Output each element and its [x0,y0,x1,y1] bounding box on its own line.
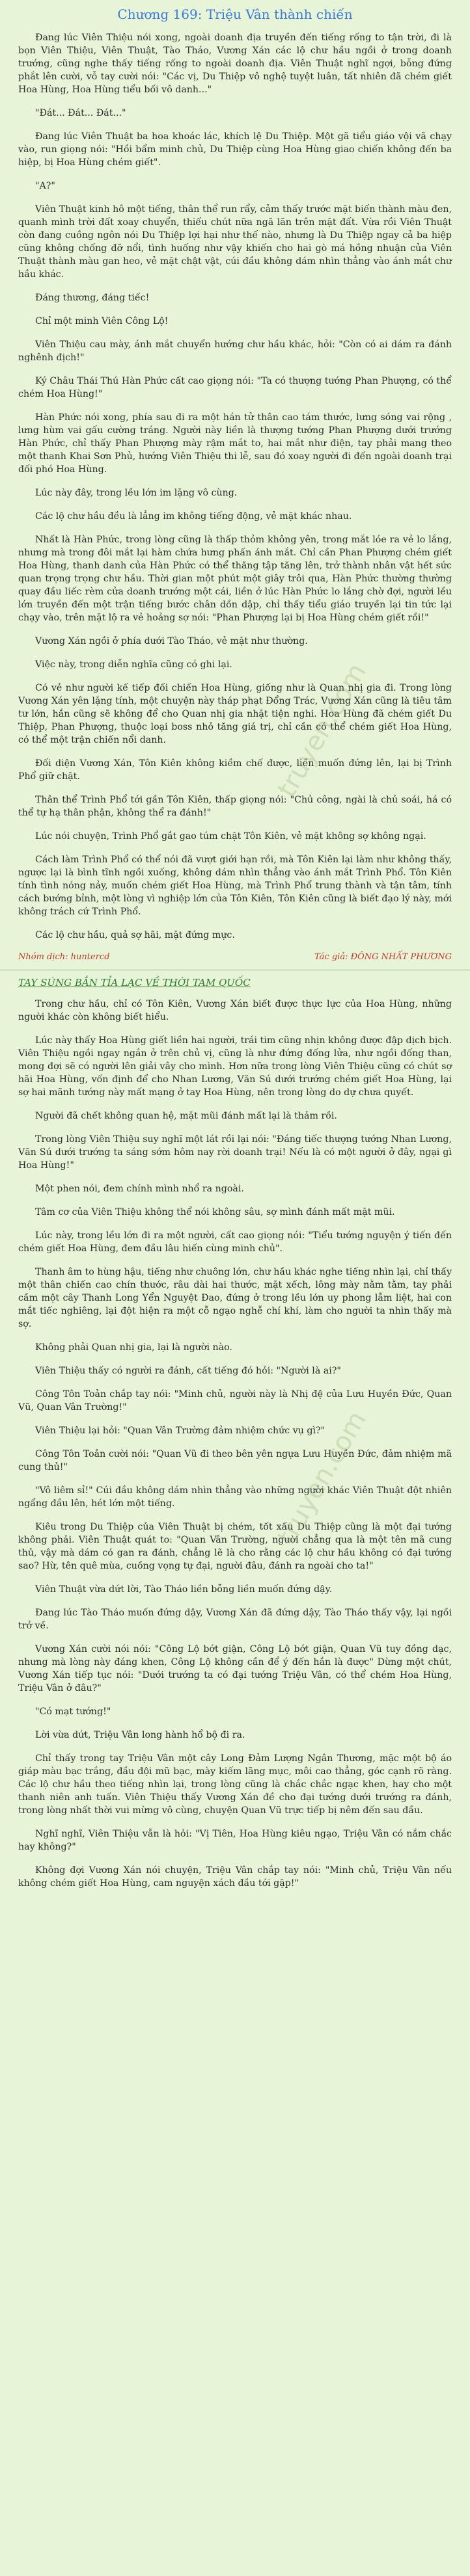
paragraph: Không đợi Vương Xán nói chuyện, Triệu Vân chắp tay nói: "Minh chủ, Triệu Vân nếu không chém giết Hoa Hùng, cam nguyện xách đầu tới gặp!" [18,1865,452,1889]
paragraph: Ký Châu Thái Thú Hàn Phức cất cao giọng nói: "Ta có thượng tướng Phan Phượng, có thể chém Hoa Hùng!" [18,376,452,399]
credits-line [18,952,452,962]
paragraph: Thanh âm to hùng hậu, tiếng như chuông lớn, chư hầu khác nghe tiếng nhìn lại, chỉ thấy một thân chiến cao chín thước, râu dài hai thước, mặt xếch, lông mày nằm tằm, tay phải cầm một cây Thanh Long Yển Nguyệt Đao, đứng ở trong lều lớn uy phong lẫm liệt, hai con mắt tiếc nghiêng, lại đột hiện ra một cỗ ngạo nghễ chí khí, làm cho người ta nhìn thấy mà sợ. [18,1267,452,1329]
translator-credit: Nhóm dịch: huntercd [18,952,110,962]
paragraph: Hàn Phức nói xong, phía sau đi ra một hán tử thân cao tám thước, lưng sóng vai rộng , lưng hùm vai gấu cường tráng. Người này liền là thượng tướng Phan Phượng dưới trướng Hàn Phức, chỉ thấy Phan Phượng mày rậm mắt to, hai mắt như điện, tay phải mang theo một thanh Khai Sơn Phủ, hướng Viên Thiệu thi lễ, sau đó xoay người đi đến ngoài doanh trại đối phó Hoa Hùng. [18,412,452,475]
paragraph: Viên Thuật kinh hô một tiếng, thân thể run rẩy, cảm thấy trước mặt biến thành màu đen, quanh mình trời đất xoay chuyển, thiếu chút nữa ngã lăn trên mặt đất. Vừa rồi Viên Thuật còn đang cuồng ngôn nói Du Thiệp lợi hại như thế nào, nhưng là Du Thiệp ngay cả ba hiệp cũng không chống đỡ nổi, tình huống như vậy khiến cho hai gò má hồng nhuận của Viên Thuật thành màu gan heo, vẻ mặt chật vật, cúi đầu không dám nhìn thẳng vào ánh mắt chư hầu khác. [18,204,452,280]
book-title-link[interactable]: TAY SÚNG BẮN TỈA LẠC VỀ THỜI TAM QUỐC [18,977,251,989]
paragraph: Lúc này, trong lều lớn đi ra một người, cất cao giọng nói: "Tiểu tướng nguyện ý tiến đến chém giết Hoa Hùng, đem đầu lâu hiến cùng minh chủ". [18,1230,452,1254]
paragraph: Công Tôn Toản cười nói: "Quan Vũ đi theo bên yên ngựa Lưu Huyền Đức, đảm nhiệm mã cung thủ!" [18,1449,452,1472]
paragraph: Tâm cơ của Viên Thiệu không thể nói không sâu, sợ mình đánh mất mặt mũi. [35,1207,395,1217]
paragraph: Một phen nói, đem chính mình nhổ ra ngoài. [35,1184,244,1194]
paragraph: Đáng thương, đáng tiếc! [35,293,150,303]
paragraph: Không phải Quan nhị gia, lại là người nào. [35,1342,232,1353]
paragraph: Công Tôn Toản chắp tay nói: "Minh chủ, người này là Nhị đệ của Lưu Huyền Đức, Quan Vũ, Quan Vân Trường!" [18,1389,452,1413]
paragraph: Người đã chết không quan hệ, mặt mũi đánh mất lại là thảm rồi. [35,1111,337,1121]
paragraph: Cách làm Trình Phổ có thể nói đã vượt giới hạn rồi, mà Tôn Kiên lại làm như không thấy, ngược lại là bình tĩnh ngồi xuống, không dám nhìn thẳng vào ánh mắt Trình Phổ. Tôn Kiên tính tình nóng nảy, muốn chém giết Hoa Hùng, mà Trình Phổ trung thành và tận tâm, tính cách bướng bỉnh, một lòng vì nghiệp lớn của Tôn Kiên, Tôn Kiên cũng là biết đạo lý này, mới không trách cứ Trình Phổ. [18,855,452,917]
paragraph: Lúc này đây, trong lều lớn im lặng vô cùng. [35,488,238,498]
paragraph: Vương Xán cười nói nói: "Công Lộ bớt giận, Công Lộ bớt giận, Quan Vũ tuy đồng dạc, nhưng mà lòng này đáng khen, Công Lộ không cần để ý đến hắn là được" Dừng một chút, Vương Xán tiếp tục nói: "Dưới trướng ta có đại tướng Triệu Vân, có thể chém Hoa Hùng, Triệu Vân ở đâu?" [18,1644,452,1693]
paragraph: Các lộ chư hầu đều là lẳng im không tiếng động, vẻ mặt khác nhau. [35,511,352,522]
paragraph: Các lộ chư hầu, quả sợ hãi, mặt đứng mực. [35,930,235,940]
chapter-body-part2 [18,998,452,1890]
paragraph: Chỉ thấy trong tay Triệu Vân một cây Long Đảm Lượng Ngân Thương, mặc một bộ áo giáp màu bạc trắng, đầu đội mũ bạc, mày kiếm lãng mục, môi cao thẳng, góc cạnh rõ ràng. Các lộ chư hầu theo tiếng nhìn lại, trong lòng cũng là chắc chắc ngạc khen, hay cho một thanh niên anh tuấn. Viên Thiệu thấy Vương Xán đề cho đại tướng dưới trướng ra đánh, trong lòng nhất thời vui mừng vô cùng, chuyện Quan Vũ trực tiếp bị nêm đến sau đầu. [18,1753,452,1816]
chapter-body-part1 [18,31,452,942]
paragraph: Lúc nói chuyện, Trình Phổ gắt gao túm chặt Tôn Kiên, vẻ mặt không sợ không ngại. [35,831,426,842]
watermark: truyen.com [271,1406,372,1550]
paragraph: Lúc này thấy Hoa Hùng giết liền hai người, trái tim cũng nhịn không được đập dịch bịch. Viên Thiệu ngồi ngay ngắn ở trên chủ vị, cũng là như đứng đống lửa, như ngồi đống than, mong đợi sẽ có người lên giải vây cho mình. Hơn nữa trong lòng Viên Thiệu cũng có chút sợ hãi Hoa Hùng, vốn định để cho Nhan Lương, Văn Sú dưới trướng chém giết Hoa Hùng, lại sợ hai mãnh tướng này mất mạng ở tay Hoa Hùng, nên trong lòng do dự chưa quyết. [18,1035,452,1098]
paragraph: Vương Xán ngồi ở phía dưới Tào Tháo, vẻ mặt như thường. [35,636,308,646]
watermark: truyen.com [271,658,372,803]
paragraph: "Đát... Đát... Đát..." [35,108,126,118]
paragraph: "A?" [35,181,55,191]
paragraph: Đang lúc Tào Tháo muốn đứng dậy, Vương Xán đã đứng dậy, Tào Tháo thấy vậy, lại ngồi trở về. [18,1608,452,1631]
paragraph: "Vô liêm sỉ!" Cúi đầu không dám nhìn thẳng vào những người khác Viên Thuật đột nhiên ngẩng đầu lên, hét lớn một tiếng. [18,1485,452,1509]
paragraph: Lời vừa dứt, Triệu Vân long hành hổ bộ đi ra. [35,1730,245,1740]
paragraph: Thân thể Trình Phổ tới gần Tôn Kiên, thấp giọng nói: "Chủ công, ngài là chủ soái, há có thể tự hạ thân phận, không thể ra đánh!" [18,795,452,818]
paragraph: Viên Thiệu thấy có người ra đánh, cất tiếng đó hỏi: "Người là ai?" [35,1366,341,1376]
paragraph: Trong lòng Viên Thiệu suy nghĩ một lát rồi lại nói: "Đáng tiếc thượng tướng Nhan Lương, Văn Sú dưới trướng ta sáng sớm hôm nay rời doanh trại! Nếu là có một người ở đây, ngại gì Hoa Hùng!" [18,1134,452,1171]
paragraph: Nhất là Hàn Phức, trong lòng cũng là thấp thỏm không yên, trong mắt lóe ra vẻ lo lắng, nhưng mà trong đôi mắt lại hàm chứa hưng phấn ánh mắt. Chỉ cần Phan Phượng chém giết Hoa Hùng, thanh danh của Hàn Phức có thể thăng tập tăng lên, trở thành nhân vật hết sức quan trọng trọng chư hầu. Thời gian một phút một giây trôi qua, Hàn Phức thường thường quay đầu liếc rèm cửa doanh trướng một cái, liền ở lúc Hàn Phức lo lắng chờ đợi, người lều lớn truyền đến một trận tiếng bước chân dồn dập, chỉ thấy tiểu giáo truyền lại tin tức lại chạy vào, trên mặt lộ ra vẻ hoảng sợ nói: "Phan Phượng lại bị Hoa Hùng chém giết rồi!" [18,535,452,623]
paragraph: Việc này, trong diễn nghĩa cũng có ghi lại. [35,659,232,670]
paragraph: Trong chư hầu, chỉ có Tôn Kiên, Vương Xán biết được thực lực của Hoa Hùng, những người khác còn không biết hiểu. [18,999,452,1022]
paragraph: Nghĩ nghĩ, Viên Thiệu vẫn là hỏi: "Vị Tiên, Hoa Hùng kiêu ngạo, Triệu Vân có nắm chắc hay không?" [18,1829,452,1852]
paragraph: Đang lúc Viên Thiệu nói xong, ngoài doanh địa truyền đến tiếng rống to tận trời, đi là bọn Viên Thiệu, Viên Thuật, Tào Tháo, Vương Xán các lộ chư hầu ngồi ở trong doanh trướng, cũng nghe thấy tiếng rống to ngoài doanh địa. Viên Thuật nghĩ ngợi, bỗng đứng phắt lên cười, vỗ tay cười nói: "Các vị, Du Thiệp vô nghệ tuyệt luân, tất nhiên đã chém giết Hoa Hùng, Hoa Hùng tiểu bối vô danh..." [18,33,452,95]
paragraph: Chỉ một minh Viên Công Lộ! [35,316,169,326]
paragraph: "Có mạt tướng!" [35,1706,111,1717]
paragraph: Viên Thuật vừa dứt lời, Tào Tháo liền bỗng liền muốn đứng dậy. [35,1584,333,1595]
author-credit: Tác giả: ĐÔNG NHẤT PHƯƠNG [314,952,452,962]
chapter-title: Chương 169: Triệu Vân thành chiến [117,7,353,22]
paragraph: Kiêu trong Du Thiệp của Viên Thuật bị chém, tốt xấu Du Thiệp cũng là một đại tướng không phải. Viên Thuật quát to: "Quan Vân Trường, người chẳng qua là một tên mã cung thủ, vậy mà dám có gan ra đánh, chẳng lẽ là cho rằng các lộ chư hầu không có đại tướng sao? Hừ, tên quê mùa, cuồng vọng tự đại, người đâu, đánh ra ngoài cho ta!" [18,1522,452,1571]
paragraph: Đang lúc Viên Thuật ba hoa khoác lác, khích lệ Du Thiệp. Một gã tiểu giáo vội vã chạy vào, run giọng nói: "Hồi bẩm minh chủ, Du Thiệp cùng Hoa Hùng giao chiến không đến ba hiệp, bị Hoa Hùng chém giết". [18,131,452,168]
paragraph: Viên Thiệu cau mày, ánh mắt chuyển hướng chư hầu khác, hỏi: "Còn có ai dám ra đánh nghênh địch!" [18,339,452,363]
paragraph: Viên Thiệu lại hỏi: "Quan Vân Trường đảm nhiệm chức vụ gì?" [35,1426,325,1436]
paragraph: Đối diện Vương Xán, Tôn Kiên không kiềm chế được, liền muốn đứng lên, lại bị Trình Phổ giữ chặt. [18,758,452,782]
paragraph: Có vẻ như người kế tiếp đối chiến Hoa Hùng, giống như là Quan nhị gia đi. Trong lòng Vương Xán yên lặng tính, một chuyện này tháp phạt Đổng Trác, Vương Xán cũng là tiêu tâm tư lớn, hắn cũng sẽ không để cho Quan nhị gia nhặt tiện nghi. Hoa Hùng đã chém giết Du Thiệp, Phan Phượng, thuộc loại boss nhỏ tăng giá trị, chỉ cần có thể chém giết Hoa Hùng, có thể một trận chiến nổi danh. [18,683,452,745]
